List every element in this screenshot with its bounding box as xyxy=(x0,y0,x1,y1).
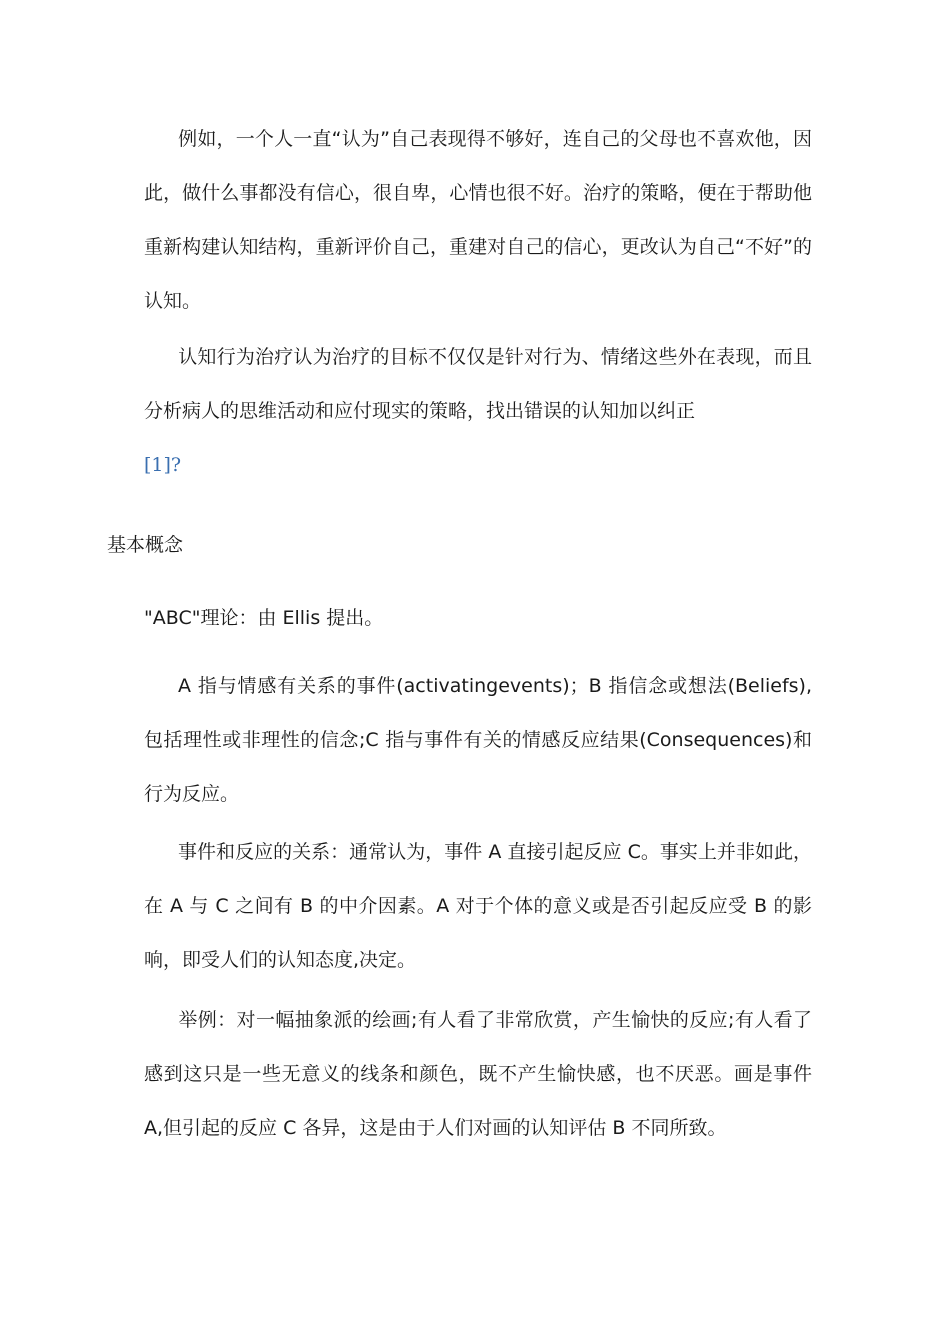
paragraph-example-painting-text: 举例：对一幅抽象派的绘画;有人看了非常欣赏，产生愉快的反应;有人看了感到这只是一些无意义的线条和颜色，既不产生愉快感，也不厌恶。画是事件 A,但引起的反应 C 各异，这是由于人们对画的认知评估 B 不同所致。 xyxy=(144,1009,812,1139)
section-heading: 基本概念 xyxy=(107,534,184,556)
paragraph-therapy-goal xyxy=(144,330,812,492)
paragraph-example xyxy=(144,112,812,328)
citation-tail: ? xyxy=(170,454,182,476)
paragraph-event-reaction xyxy=(144,825,812,987)
paragraph-example-text: 例如，一个人一直“认为”自己表现得不够好，连自己的父母也不喜欢他，因此，做什么事都没有信心，很自卑，心情也很不好。治疗的策略，便在于帮助他重新构建认知结构，重新评价自己，重建对自己的信心，更改认为自己“不好”的认知。 xyxy=(144,128,812,312)
paragraph-abc-definition xyxy=(144,659,812,821)
abc-theory-line: "ABC"理论：由 Ellis 提出。 xyxy=(144,607,384,629)
citation-link[interactable]: [1] xyxy=(144,454,171,476)
paragraph-therapy-goal-text: 认知行为治疗认为治疗的目标不仅仅是针对行为、情绪这些外在表现，而且分析病人的思维活动和应付现实的策略，找出错误的认知加以纠正 xyxy=(144,346,812,422)
paragraph-event-reaction-text: 事件和反应的关系：通常认为，事件 A 直接引起反应 C。事实上并非如此，在 A 与 C 之间有 B 的中介因素。A 对于个体的意义或是否引起反应受 B 的影响，即受人们的认知态度,决定。 xyxy=(144,841,812,971)
paragraph-example-painting xyxy=(144,993,812,1155)
paragraph-abc-definition-text: A 指与情感有关系的事件(activatingevents)；B 指信念或想法(Beliefs),包括理性或非理性的信念;C 指与事件有关的情感反应结果(Consequences)和行为反应。 xyxy=(144,675,812,805)
